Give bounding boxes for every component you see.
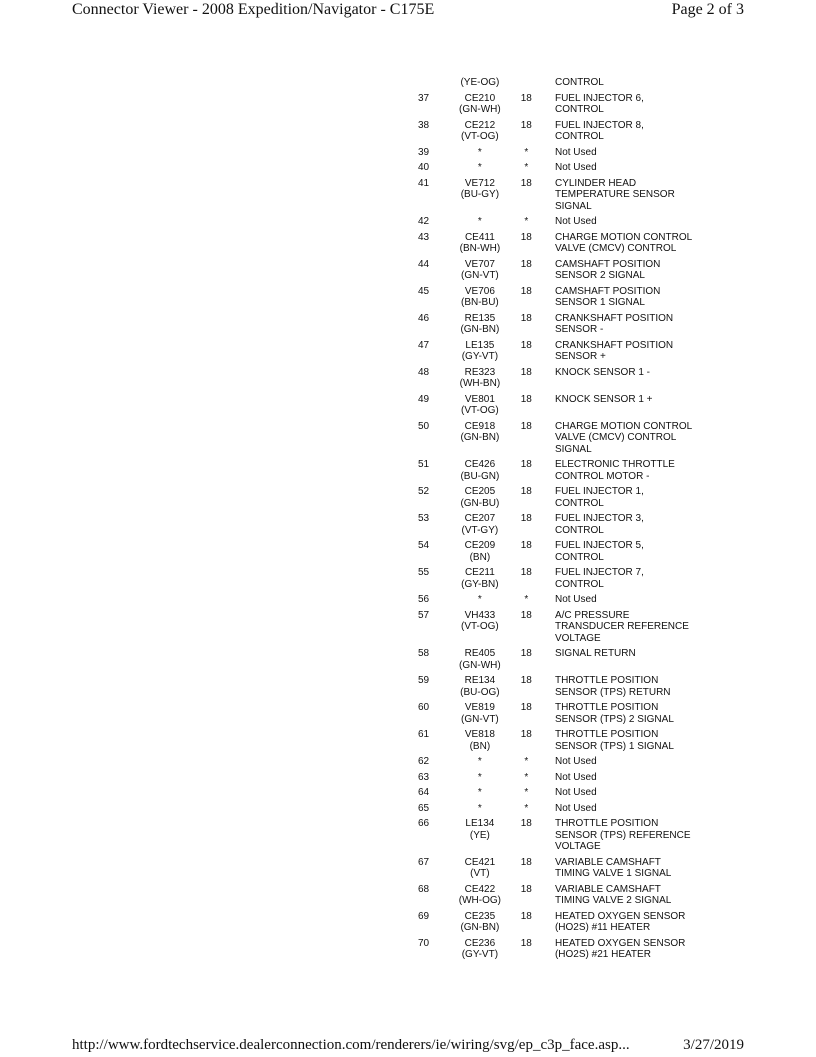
circuit-cell xyxy=(443,367,516,390)
pin-number: 43 xyxy=(418,231,430,243)
circuit-id: CE212 xyxy=(464,119,496,131)
circuit-id: RE323 xyxy=(464,366,496,378)
pin-number: 51 xyxy=(418,459,430,470)
circuit-cell xyxy=(443,787,516,799)
circuit-cell xyxy=(443,313,516,336)
pin-number: 49 xyxy=(418,393,430,405)
wire-color: (WH-BN) xyxy=(459,378,501,389)
pin-row xyxy=(410,77,700,89)
wire-gauge: * xyxy=(524,146,529,158)
wire-color: (GN-BN) xyxy=(460,432,500,443)
pin-row xyxy=(410,232,700,255)
circuit-function: CRANKSHAFT POSITION SENSOR - xyxy=(554,312,674,335)
circuit-id: CE211 xyxy=(464,567,495,578)
wire-gauge: 18 xyxy=(520,567,532,578)
circuit-function: HEATED OXYGEN SENSOR (HO2S) #21 HEATER xyxy=(554,937,686,960)
circuit-id: RE134 xyxy=(464,675,496,686)
pin-row xyxy=(410,259,700,282)
wire-color: (GN-VT) xyxy=(460,713,499,725)
pin-number: 65 xyxy=(418,802,430,814)
pin-number: 53 xyxy=(418,513,430,524)
circuit-cell xyxy=(443,178,516,213)
circuit-function: Not Used xyxy=(554,594,597,605)
circuit-id: CE422 xyxy=(464,883,496,895)
pin-row xyxy=(410,729,700,752)
circuit-cell xyxy=(443,421,516,456)
circuit-id: CE207 xyxy=(464,513,496,524)
circuit-function: KNOCK SENSOR 1 - xyxy=(554,366,650,378)
circuit-cell xyxy=(443,818,516,853)
pin-row xyxy=(410,567,700,590)
pin-number: 38 xyxy=(418,119,430,131)
circuit-cell xyxy=(443,567,516,590)
circuit-function: FUEL INJECTOR 8, CONTROL xyxy=(554,119,644,142)
wire-gauge: 18 xyxy=(520,258,532,270)
pin-number: 46 xyxy=(418,312,430,324)
pin-row xyxy=(410,884,700,907)
circuit-id: CE210 xyxy=(464,92,496,104)
wire-color: (VT-GY) xyxy=(461,524,499,536)
wire-color: (GN-WH) xyxy=(459,104,501,115)
circuit-function: THROTTLE POSITION SENSOR (TPS) RETURN xyxy=(554,675,671,698)
pin-row xyxy=(410,911,700,934)
circuit-function: Not Used xyxy=(554,216,597,227)
circuit-cell xyxy=(443,232,516,255)
circuit-id: VE706 xyxy=(464,285,495,297)
pin-row xyxy=(410,787,700,799)
circuit-id: CE918 xyxy=(464,420,496,432)
circuit-id: VE712 xyxy=(464,177,495,189)
wire-gauge: * xyxy=(524,802,529,814)
circuit-id: CE235 xyxy=(464,910,496,922)
wire-color: (VT-OG) xyxy=(460,621,499,632)
circuit-cell xyxy=(443,162,516,174)
circuit-cell xyxy=(443,540,516,563)
wire-gauge: * xyxy=(524,216,529,227)
circuit-function: FUEL INJECTOR 1, CONTROL xyxy=(554,486,644,509)
circuit-function: FUEL INJECTOR 3, CONTROL xyxy=(554,513,644,536)
wire-gauge: 18 xyxy=(520,285,532,297)
pin-row xyxy=(410,394,700,417)
wire-color: (BN) xyxy=(469,740,491,752)
circuit-function: CAMSHAFT POSITION SENSOR 1 SIGNAL xyxy=(554,285,661,308)
wire-color: (BU-GN) xyxy=(460,470,500,482)
connector-pin-table xyxy=(410,77,700,965)
pin-row xyxy=(410,648,700,671)
wire-gauge: 18 xyxy=(520,420,532,432)
circuit-id: VE707 xyxy=(464,258,495,270)
circuit-function: CHARGE MOTION CONTROL VALVE (CMCV) CONTROL xyxy=(554,231,693,254)
circuit-function: CAMSHAFT POSITION SENSOR 2 SIGNAL xyxy=(554,258,661,281)
pin-number: 70 xyxy=(418,937,430,949)
circuit-id: CE236 xyxy=(464,937,496,949)
circuit-function: Not Used xyxy=(554,802,597,814)
circuit-id: CE209 xyxy=(464,540,496,551)
pin-number: 61 xyxy=(418,729,430,740)
circuit-cell xyxy=(443,120,516,143)
wire-gauge: 18 xyxy=(520,883,532,895)
circuit-id: RE405 xyxy=(464,648,496,659)
wire-color: (VT-OG) xyxy=(460,131,499,142)
wire-gauge: * xyxy=(524,756,529,767)
pin-row xyxy=(410,313,700,336)
circuit-function: SIGNAL RETURN xyxy=(554,648,636,659)
pin-number: 41 xyxy=(418,177,430,189)
circuit-function: VARIABLE CAMSHAFT TIMING VALVE 2 SIGNAL xyxy=(554,883,672,906)
pin-number: 52 xyxy=(418,486,430,497)
pin-number: 58 xyxy=(418,648,430,659)
circuit-id: CE421 xyxy=(464,856,496,868)
circuit-function: FUEL INJECTOR 7, CONTROL xyxy=(554,567,644,590)
circuit-function: Not Used xyxy=(554,756,597,767)
pin-row xyxy=(410,513,700,536)
pin-row xyxy=(410,803,700,815)
circuit-function: CHARGE MOTION CONTROL VALVE (CMCV) CONTROL SIGNAL xyxy=(554,420,693,455)
wire-gauge: 18 xyxy=(520,312,532,324)
circuit-cell xyxy=(443,938,516,961)
pin-row xyxy=(410,340,700,363)
pin-number: 40 xyxy=(418,162,430,173)
circuit-function: Not Used xyxy=(554,146,597,158)
circuit-function: Not Used xyxy=(554,787,597,798)
pin-number: 44 xyxy=(418,258,430,270)
wire-color: (BN) xyxy=(469,551,491,563)
pin-row xyxy=(410,818,700,853)
wire-color: (GN-BN) xyxy=(460,922,500,933)
wire-gauge: * xyxy=(524,771,529,783)
page-header xyxy=(72,1,744,21)
source-url: http://www.fordtechservice.dealerconnection.com/renderers/ie/wiring/svg/ep_c3p_face.asp... xyxy=(72,1037,630,1053)
wire-gauge: 18 xyxy=(520,92,532,104)
circuit-id: RE135 xyxy=(464,312,496,324)
pin-row xyxy=(410,540,700,563)
pin-row xyxy=(410,675,700,698)
wire-color: (GN-VT) xyxy=(460,270,499,281)
pin-number: 60 xyxy=(418,702,430,713)
pin-row xyxy=(410,367,700,390)
wire-color: (BN-BU) xyxy=(460,297,499,308)
wire-color: (VT-OG) xyxy=(460,405,499,416)
circuit-cell xyxy=(443,147,516,159)
wire-gauge: 18 xyxy=(520,818,532,829)
circuit-cell xyxy=(443,340,516,363)
circuit-cell xyxy=(443,286,516,309)
circuit-cell xyxy=(443,803,516,815)
circuit-cell xyxy=(443,513,516,536)
wire-color: (BN-WH) xyxy=(459,243,501,254)
circuit-function: FUEL INJECTOR 6, CONTROL xyxy=(554,92,644,115)
wire-gauge: 18 xyxy=(520,486,532,497)
pin-row xyxy=(410,702,700,725)
wire-gauge xyxy=(517,77,536,89)
wire-gauge: * xyxy=(524,594,529,605)
circuit-function: THROTTLE POSITION SENSOR (TPS) 1 SIGNAL xyxy=(554,729,674,752)
pin-number: 45 xyxy=(418,285,430,297)
wire-gauge: 18 xyxy=(520,366,532,378)
pin-number: 39 xyxy=(418,146,430,158)
circuit-cell xyxy=(443,394,516,417)
wire-gauge: 18 xyxy=(520,729,532,740)
wire-gauge: 18 xyxy=(520,339,532,351)
circuit-function: THROTTLE POSITION SENSOR (TPS) REFERENCE VOLTAGE xyxy=(554,818,691,852)
pin-number: 66 xyxy=(418,818,430,829)
circuit-id: VE818 xyxy=(464,729,495,740)
pin-row xyxy=(410,459,700,482)
wire-color: (GY-VT) xyxy=(461,351,499,362)
wire-color: (GY-BN) xyxy=(461,578,499,590)
pin-number: 67 xyxy=(418,856,430,868)
circuit-id: CE426 xyxy=(464,459,496,470)
wire-gauge: 18 xyxy=(520,937,532,949)
pin-row xyxy=(410,421,700,456)
circuit-function: HEATED OXYGEN SENSOR (HO2S) #11 HEATER xyxy=(554,910,686,933)
circuit-function: CONTROL xyxy=(554,77,604,88)
circuit-cell xyxy=(443,216,516,228)
pin-number: 54 xyxy=(418,540,430,551)
circuit-id: * xyxy=(477,594,482,605)
circuit-id: * xyxy=(477,771,482,783)
circuit-id: CE411 xyxy=(464,231,495,243)
circuit-id: * xyxy=(477,162,482,173)
wire-gauge: 18 xyxy=(520,609,532,621)
circuit-cell xyxy=(443,459,516,482)
pin-number xyxy=(410,77,443,89)
wire-color: (GY-VT) xyxy=(461,949,499,960)
circuit-cell xyxy=(443,772,516,784)
circuit-id: LE134 xyxy=(465,818,495,829)
circuit-id: VE819 xyxy=(464,702,495,713)
circuit-function: CYLINDER HEAD TEMPERATURE SENSOR SIGNAL xyxy=(554,177,675,212)
circuit-cell xyxy=(443,884,516,907)
circuit-cell xyxy=(443,486,516,509)
wire-color: (VT) xyxy=(470,868,490,879)
circuit-function: ELECTRONIC THROTTLE CONTROL MOTOR - xyxy=(554,459,675,482)
circuit-function: CRANKSHAFT POSITION SENSOR + xyxy=(554,339,674,362)
wire-color: (GN-BU) xyxy=(460,497,500,509)
wire-gauge: * xyxy=(524,787,529,798)
pin-row xyxy=(410,286,700,309)
circuit-cell xyxy=(443,648,516,671)
wire-gauge: 18 xyxy=(520,648,532,659)
circuit-cell xyxy=(443,610,516,645)
pin-row xyxy=(410,610,700,645)
page-number: Page 2 of 3 xyxy=(671,1,744,18)
circuit-function: Not Used xyxy=(554,771,597,783)
circuit-cell xyxy=(443,756,516,768)
circuit-cell xyxy=(443,702,516,725)
pin-row xyxy=(410,178,700,213)
circuit-function: KNOCK SENSOR 1 + xyxy=(554,393,653,405)
circuit-function: Not Used xyxy=(554,162,597,173)
wire-color: (BU-GY) xyxy=(460,189,500,200)
document-title: Connector Viewer - 2008 Expedition/Navigator - C175E xyxy=(72,1,435,18)
pin-number: 42 xyxy=(418,216,430,227)
circuit-id: * xyxy=(477,146,482,158)
wire-gauge: 18 xyxy=(520,119,532,131)
page-footer xyxy=(72,1037,744,1057)
wire-gauge: 18 xyxy=(520,231,532,243)
circuit-id: * xyxy=(477,787,482,798)
pin-row xyxy=(410,486,700,509)
circuit-cell xyxy=(443,675,516,698)
wire-color: (YE) xyxy=(469,829,490,841)
circuit-cell xyxy=(443,911,516,934)
pin-number: 48 xyxy=(418,366,430,378)
pin-row xyxy=(410,756,700,768)
pin-number: 69 xyxy=(418,910,430,922)
wire-color: (WH-OG) xyxy=(458,895,501,906)
pin-row xyxy=(410,216,700,228)
circuit-cell xyxy=(443,77,516,89)
circuit-cell xyxy=(443,594,516,606)
circuit-id: CE205 xyxy=(464,486,496,497)
pin-number: 50 xyxy=(418,420,430,432)
wire-gauge: 18 xyxy=(520,177,532,189)
wire-gauge: 18 xyxy=(520,393,532,405)
circuit-id: VH433 xyxy=(464,609,496,621)
circuit-id: * xyxy=(477,216,482,227)
wire-gauge: 18 xyxy=(520,675,532,686)
wire-color: (GN-WH) xyxy=(459,659,501,671)
wire-gauge: 18 xyxy=(520,513,532,524)
pin-number: 64 xyxy=(418,787,430,798)
wire-gauge: 18 xyxy=(520,910,532,922)
wire-color: (GN-BN) xyxy=(460,324,500,335)
circuit-cell xyxy=(443,729,516,752)
circuit-function: A/C PRESSURE TRANSDUCER REFERENCE VOLTAGE xyxy=(554,609,689,644)
wire-gauge: * xyxy=(524,162,529,173)
circuit-id: VE801 xyxy=(464,393,495,405)
print-date: 3/27/2019 xyxy=(683,1037,744,1053)
circuit-function: FUEL INJECTOR 5, CONTROL xyxy=(554,540,644,563)
pin-row xyxy=(410,594,700,606)
pin-row xyxy=(410,857,700,880)
circuit-cell xyxy=(443,93,516,116)
pin-number: 63 xyxy=(418,771,430,783)
circuit-cell xyxy=(443,259,516,282)
pin-number: 47 xyxy=(418,339,430,351)
circuit-id: * xyxy=(477,756,482,767)
pin-number: 37 xyxy=(418,92,430,104)
pin-row xyxy=(410,938,700,961)
wire-gauge: 18 xyxy=(520,540,532,551)
pin-number: 59 xyxy=(418,675,430,686)
pin-number: 62 xyxy=(418,756,430,767)
pin-number: 68 xyxy=(418,883,430,895)
circuit-function: THROTTLE POSITION SENSOR (TPS) 2 SIGNAL xyxy=(554,702,674,725)
pin-number: 56 xyxy=(418,594,430,605)
pin-row xyxy=(410,93,700,116)
pin-number: 55 xyxy=(418,567,430,578)
pin-row xyxy=(410,120,700,143)
circuit-id: * xyxy=(477,802,482,814)
circuit-id: LE135 xyxy=(465,339,495,351)
circuit-function: VARIABLE CAMSHAFT TIMING VALVE 1 SIGNAL xyxy=(554,856,672,879)
wire-gauge: 18 xyxy=(520,459,532,470)
wire-color: (BU-OG) xyxy=(460,686,500,698)
pin-row xyxy=(410,147,700,159)
wire-gauge: 18 xyxy=(520,702,532,713)
wire-color: (YE-OG) xyxy=(460,77,500,88)
pin-number: 57 xyxy=(418,609,430,621)
circuit-cell xyxy=(443,857,516,880)
pin-row xyxy=(410,772,700,784)
wire-gauge: 18 xyxy=(520,856,532,868)
pin-row xyxy=(410,162,700,174)
